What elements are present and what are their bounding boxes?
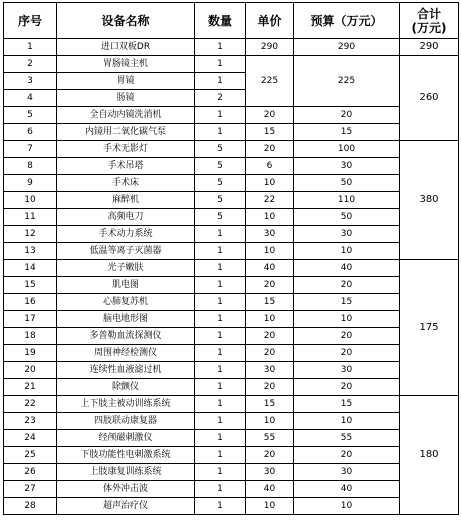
- cell-budget: 55: [294, 430, 400, 447]
- cell-qty: 1: [195, 413, 246, 430]
- cell-budget: 40: [294, 481, 400, 498]
- cell-name: 超声治疗仪: [57, 498, 195, 515]
- cell-budget: 110: [294, 192, 400, 209]
- table-row: [4, 362, 459, 379]
- cell-price: 20: [246, 379, 294, 396]
- cell-name: 光子嫩肤: [57, 260, 195, 277]
- cell-budget: 30: [294, 464, 400, 481]
- header-price: 单价: [246, 3, 294, 39]
- table-row: [4, 260, 459, 277]
- cell-no: 14: [4, 260, 57, 277]
- equipment-budget-table: [3, 2, 459, 515]
- cell-price: 15: [246, 294, 294, 311]
- cell-budget: 10: [294, 311, 400, 328]
- cell-no: 19: [4, 345, 57, 362]
- cell-name: 上肢康复训练系统: [57, 464, 195, 481]
- cell-no: 16: [4, 294, 57, 311]
- cell-total: 380: [400, 141, 459, 260]
- cell-name: 下肢功能性电刺激系统: [57, 447, 195, 464]
- cell-no: 26: [4, 464, 57, 481]
- cell-budget: 10: [294, 413, 400, 430]
- cell-price: 20: [246, 345, 294, 362]
- cell-qty: 5: [195, 141, 246, 158]
- cell-price: 40: [246, 260, 294, 277]
- cell-price: 20: [246, 107, 294, 124]
- cell-no: 5: [4, 107, 57, 124]
- cell-qty: 1: [195, 124, 246, 141]
- header-no: 序号: [4, 3, 57, 39]
- cell-price: 225: [246, 56, 294, 107]
- cell-budget: 10: [294, 498, 400, 515]
- cell-budget: 50: [294, 209, 400, 226]
- cell-name: 手术无影灯: [57, 141, 195, 158]
- table-row: [4, 481, 459, 498]
- cell-name: 手术动力系统: [57, 226, 195, 243]
- cell-no: 9: [4, 175, 57, 192]
- cell-budget: 30: [294, 158, 400, 175]
- cell-no: 20: [4, 362, 57, 379]
- cell-qty: 1: [195, 464, 246, 481]
- cell-qty: 1: [195, 277, 246, 294]
- cell-price: 15: [246, 396, 294, 413]
- cell-name: 麻醉机: [57, 192, 195, 209]
- cell-qty: 1: [195, 294, 246, 311]
- table-row: [4, 328, 459, 345]
- cell-budget: 10: [294, 243, 400, 260]
- cell-budget: 20: [294, 277, 400, 294]
- cell-qty: 1: [195, 396, 246, 413]
- cell-price: 6: [246, 158, 294, 175]
- table-row: [4, 124, 459, 141]
- table-row: [4, 447, 459, 464]
- cell-name: 上下肢主被动训练系统: [57, 396, 195, 413]
- header-budget: 预算（万元）: [294, 3, 400, 39]
- cell-budget: 30: [294, 362, 400, 379]
- cell-name: 心肺复苏机: [57, 294, 195, 311]
- cell-no: 6: [4, 124, 57, 141]
- cell-no: 2: [4, 56, 57, 73]
- cell-price: 20: [246, 141, 294, 158]
- cell-qty: 1: [195, 447, 246, 464]
- cell-qty: 1: [195, 345, 246, 362]
- cell-total: 175: [400, 260, 459, 396]
- table-row: [4, 158, 459, 175]
- table-row: [4, 243, 459, 260]
- table-row: [4, 107, 459, 124]
- cell-budget: 225: [294, 56, 400, 107]
- table-row: [4, 39, 459, 56]
- cell-total: 180: [400, 396, 459, 515]
- cell-qty: 1: [195, 362, 246, 379]
- cell-budget: 20: [294, 107, 400, 124]
- table-row: [4, 294, 459, 311]
- cell-no: 24: [4, 430, 57, 447]
- table-row: [4, 141, 459, 158]
- cell-price: 20: [246, 277, 294, 294]
- cell-name: 周围神经检测仪: [57, 345, 195, 362]
- cell-budget: 20: [294, 447, 400, 464]
- cell-qty: 1: [195, 73, 246, 90]
- cell-price: 40: [246, 481, 294, 498]
- cell-no: 11: [4, 209, 57, 226]
- table-row: [4, 192, 459, 209]
- cell-name: 体外冲击波: [57, 481, 195, 498]
- cell-no: 1: [4, 39, 57, 56]
- cell-no: 21: [4, 379, 57, 396]
- cell-name: 胃镜: [57, 73, 195, 90]
- cell-no: 3: [4, 73, 57, 90]
- cell-qty: 1: [195, 481, 246, 498]
- cell-budget: 50: [294, 175, 400, 192]
- cell-name: 胃肠镜主机: [57, 56, 195, 73]
- table-row: [4, 277, 459, 294]
- cell-price: 20: [246, 447, 294, 464]
- cell-qty: 1: [195, 260, 246, 277]
- cell-no: 28: [4, 498, 57, 515]
- cell-budget: 20: [294, 379, 400, 396]
- cell-qty: 5: [195, 175, 246, 192]
- cell-qty: 2: [195, 90, 246, 107]
- cell-qty: 5: [195, 209, 246, 226]
- cell-price: 10: [246, 209, 294, 226]
- table-row: [4, 396, 459, 413]
- cell-name: 手术床: [57, 175, 195, 192]
- cell-name: 连续性血液滤过机: [57, 362, 195, 379]
- header-row: [4, 3, 459, 39]
- cell-budget: 15: [294, 396, 400, 413]
- cell-no: 23: [4, 413, 57, 430]
- header-total: [400, 3, 459, 39]
- header-qty: 数量: [195, 3, 246, 39]
- cell-no: 15: [4, 277, 57, 294]
- cell-qty: 1: [195, 430, 246, 447]
- cell-name: 肌电图: [57, 277, 195, 294]
- cell-qty: 1: [195, 498, 246, 515]
- cell-total: 260: [400, 56, 459, 141]
- cell-budget: 15: [294, 124, 400, 141]
- cell-price: 10: [246, 175, 294, 192]
- table-row: [4, 379, 459, 396]
- cell-total: 290: [400, 39, 459, 56]
- cell-qty: 1: [195, 39, 246, 56]
- table-row: [4, 413, 459, 430]
- cell-name: 经颅磁刺激仪: [57, 430, 195, 447]
- cell-name: 肠镜: [57, 90, 195, 107]
- cell-qty: 1: [195, 379, 246, 396]
- cell-price: 30: [246, 362, 294, 379]
- cell-qty: 5: [195, 158, 246, 175]
- cell-no: 25: [4, 447, 57, 464]
- table-row: [4, 175, 459, 192]
- cell-price: 10: [246, 413, 294, 430]
- cell-no: 7: [4, 141, 57, 158]
- cell-no: 10: [4, 192, 57, 209]
- table-row: [4, 226, 459, 243]
- cell-name: 除颤仪: [57, 379, 195, 396]
- table-row: [4, 311, 459, 328]
- cell-budget: 20: [294, 345, 400, 362]
- cell-name: 高频电刀: [57, 209, 195, 226]
- table-row: [4, 464, 459, 481]
- cell-no: 27: [4, 481, 57, 498]
- header-total-line2: (万元): [411, 20, 447, 35]
- table-row: [4, 56, 459, 73]
- cell-name: 多普勒血流探测仪: [57, 328, 195, 345]
- cell-qty: 1: [195, 56, 246, 73]
- cell-price: 55: [246, 430, 294, 447]
- cell-name: 内镜用二氧化碳气泵: [57, 124, 195, 141]
- cell-no: 18: [4, 328, 57, 345]
- cell-price: 10: [246, 311, 294, 328]
- cell-qty: 1: [195, 243, 246, 260]
- cell-qty: 1: [195, 226, 246, 243]
- cell-qty: 1: [195, 328, 246, 345]
- cell-budget: 100: [294, 141, 400, 158]
- cell-name: 手术吊塔: [57, 158, 195, 175]
- cell-budget: 30: [294, 226, 400, 243]
- cell-name: 四肢联动康复器: [57, 413, 195, 430]
- cell-price: 30: [246, 464, 294, 481]
- cell-name: 全自动内镜洗消机: [57, 107, 195, 124]
- cell-name: 进口双板DR: [57, 39, 195, 56]
- cell-budget: 15: [294, 294, 400, 311]
- cell-price: 15: [246, 124, 294, 141]
- cell-no: 12: [4, 226, 57, 243]
- table-row: [4, 209, 459, 226]
- cell-no: 13: [4, 243, 57, 260]
- cell-qty: 5: [195, 192, 246, 209]
- cell-budget: 40: [294, 260, 400, 277]
- table-row: [4, 345, 459, 362]
- cell-qty: 1: [195, 311, 246, 328]
- cell-no: 4: [4, 90, 57, 107]
- cell-budget: 20: [294, 328, 400, 345]
- cell-price: 20: [246, 328, 294, 345]
- cell-price: 22: [246, 192, 294, 209]
- cell-no: 8: [4, 158, 57, 175]
- table-row: [4, 498, 459, 515]
- cell-price: 10: [246, 498, 294, 515]
- cell-qty: 1: [195, 107, 246, 124]
- cell-no: 22: [4, 396, 57, 413]
- table-row: [4, 430, 459, 447]
- cell-price: 290: [246, 39, 294, 56]
- header-total-line1: 合计: [416, 6, 441, 21]
- cell-price: 10: [246, 243, 294, 260]
- header-name: 设备名称: [57, 3, 195, 39]
- cell-name: 低温等离子灭菌器: [57, 243, 195, 260]
- cell-price: 30: [246, 226, 294, 243]
- cell-budget: 290: [294, 39, 400, 56]
- cell-name: 脑电地形图: [57, 311, 195, 328]
- cell-no: 17: [4, 311, 57, 328]
